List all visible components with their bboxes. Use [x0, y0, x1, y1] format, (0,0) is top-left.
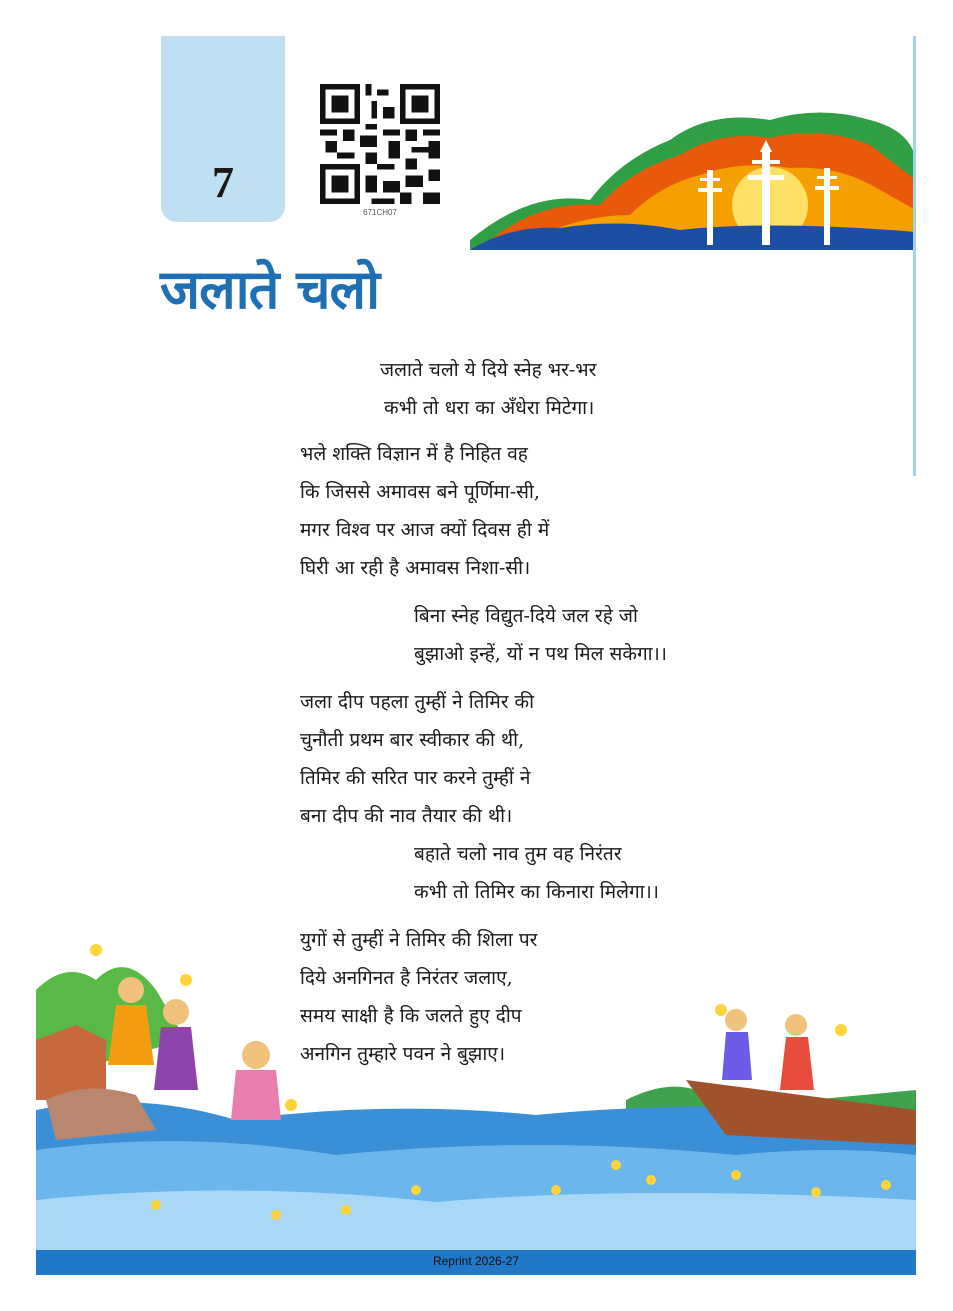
poem-line: कि जिससे अमावस बने पूर्णिमा-सी, — [300, 481, 540, 503]
qr-code-icon[interactable] — [320, 84, 440, 204]
poem-line: घिरी आ रही है अमावस निशा-सी। — [300, 557, 531, 579]
poem-line: बिना स्नेह विद्युत-दिये जल रहे जो — [414, 605, 638, 627]
chapter-tab — [161, 36, 285, 222]
poem-line: चुनौती प्रथम बार स्वीकार की थी, — [300, 729, 525, 751]
poem-line: जलाते चलो ये दिये स्नेह भर-भर — [380, 359, 597, 381]
poem-title: जलाते चलो — [160, 258, 380, 321]
poem-line: समय साक्षी है कि जलते हुए दीप — [300, 1005, 522, 1027]
poem-line: कभी तो धरा का अँधेरा मिटेगा। — [384, 397, 595, 419]
header-illustration — [470, 100, 916, 250]
poem-line: जला दीप पहला तुम्हीं ने तिमिर की — [300, 691, 535, 713]
poem-line: बहाते चलो नाव तुम वह निरंतर — [414, 843, 622, 865]
page-edge-rule — [913, 36, 916, 476]
river-illustration — [36, 930, 916, 1250]
poem-line: भले शक्ति विज्ञान में है निहित वह — [300, 443, 528, 465]
poem-line: तिमिर की सरित पार करने तुम्हीं ने — [300, 767, 531, 789]
qr-code-label: 671CH07 — [363, 208, 397, 217]
footer-bar — [36, 1250, 916, 1275]
reprint-label: Reprint 2026-27 — [432, 1254, 520, 1268]
poem-line: बुझाओ इन्हें, यों न पथ मिल सकेगा।। — [414, 643, 667, 665]
poem-line: कभी तो तिमिर का किनारा मिलेगा।। — [414, 881, 659, 903]
poem-line: युगों से तुम्हीं ने तिमिर की शिला पर — [300, 929, 538, 951]
poem-line: अनगिन तुम्हारे पवन ने बुझाए। — [300, 1043, 506, 1065]
poem-line: दिये अनगिनत है निरंतर जलाए, — [300, 967, 513, 989]
poem-line: मगर विश्व पर आज क्यों दिवस ही में — [300, 519, 550, 541]
chapter-number: 7 — [212, 158, 234, 207]
poem-line: बना दीप की नाव तैयार की थी। — [300, 805, 513, 827]
